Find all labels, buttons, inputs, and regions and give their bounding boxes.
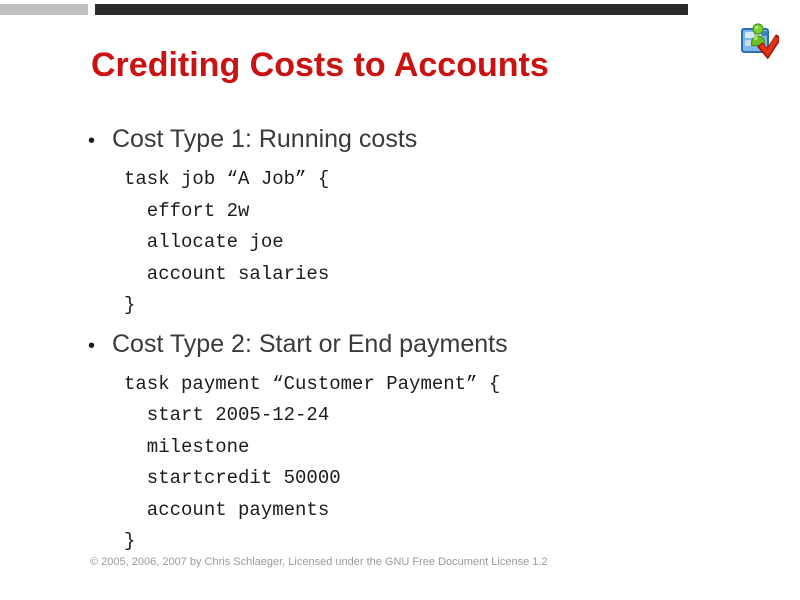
slide-title: Crediting Costs to Accounts [91,46,549,84]
bullet-label: Cost Type 1: Running costs [112,125,418,153]
code-line: account payments [124,498,330,521]
bullet-item-cost-type-2 [88,326,790,364]
code-line: startcredit 50000 [124,467,341,489]
code-line: milestone [124,435,250,458]
code-block-running-costs [124,164,790,322]
task-approved-icon [739,20,779,60]
bullet-label: Cost Type 2: Start or End payments [112,329,508,358]
code-line: effort 2w [124,199,250,222]
code-block-payments [124,369,790,558]
code-line: } [124,294,136,316]
bullet-dot-icon: • [88,334,96,357]
code-line: } [124,530,136,552]
code-line: account salaries [124,262,330,285]
code-line: task payment “Customer Payment” { [124,372,501,395]
bullet-item-cost-type-1 [88,121,790,159]
code-line: start 2005-12-24 [124,404,330,426]
slide-body [88,121,790,562]
bullet-dot-icon: • [88,130,96,152]
copyright-license-text: © 2005, 2006, 2007 by Chris Schlaeger, Licensed under the GNU Free Document License 1.2 [90,556,548,568]
code-line: allocate joe [124,231,284,253]
header-bar-light-segment [0,4,88,15]
header-bar-dark-segment [95,4,688,15]
code-line: task job “A Job” { [124,168,330,190]
